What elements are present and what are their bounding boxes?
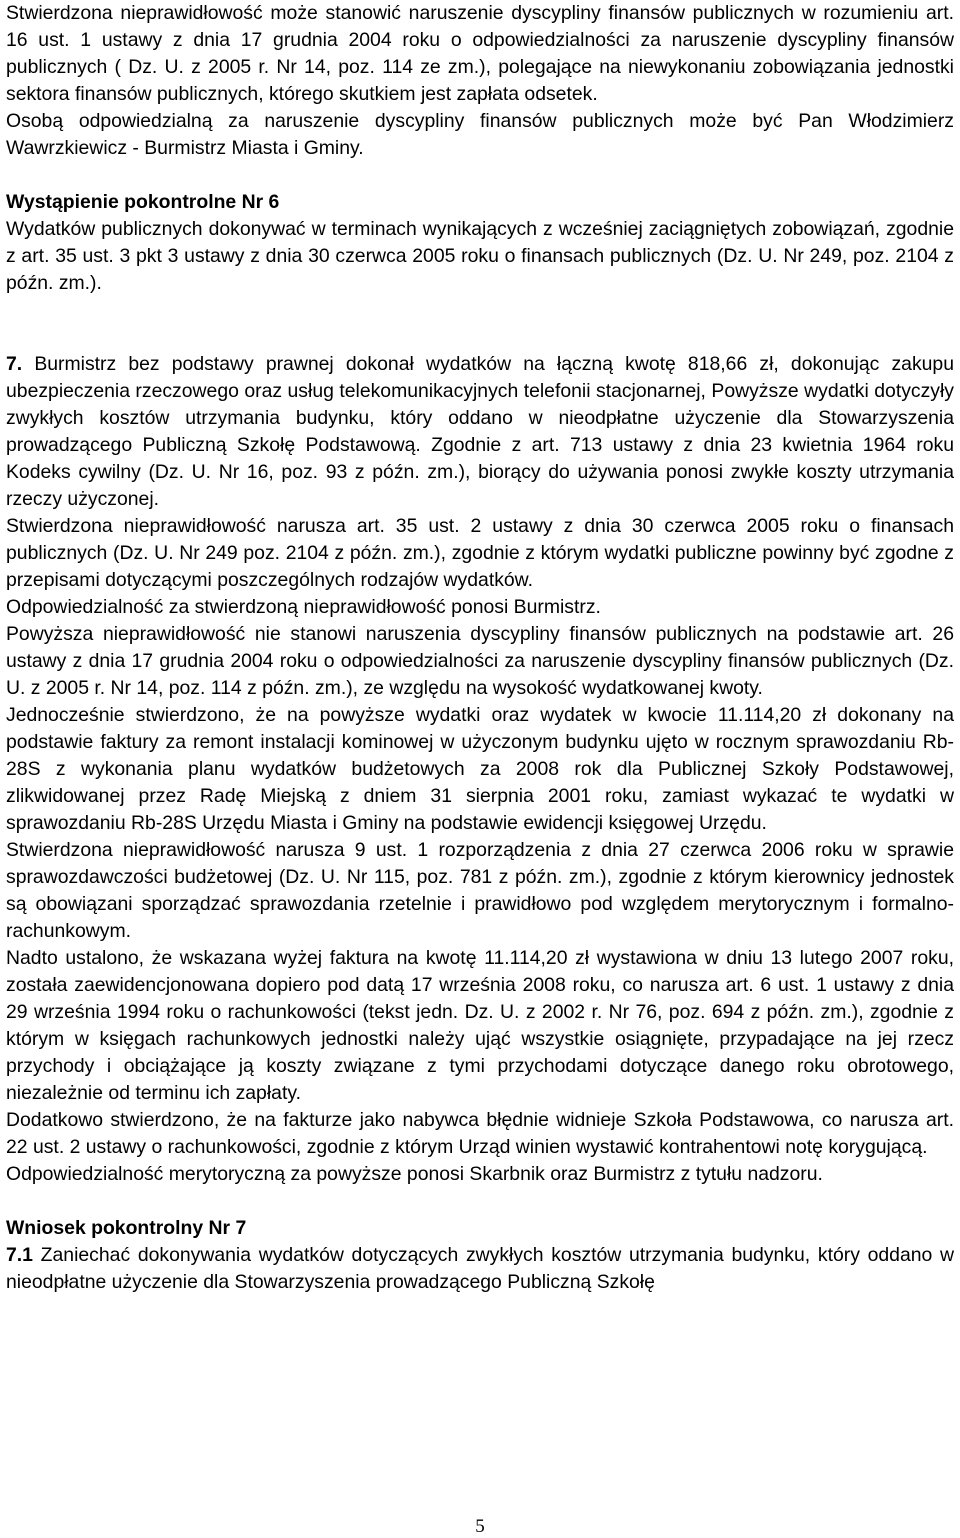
paragraph-dyscyplina-art16: Stwierdzona nieprawidłowość może stanowić naruszenie dyscypliny finansów publicznych w rozumieniu art. 16 ust. 1 ustawy z dnia 17 grudnia 2004 roku o odpowiedzialności za naruszenie dyscypliny finansów publicznych ( Dz. U. z 2005 r. Nr 14, poz. 114 ze zm.), polegające na niewykonaniu zobowiązania jednostki sektora finansów publicznych, którego skutkiem jest zapłata odsetek. bbox=[6, 2, 954, 105]
conclusion-7-number: 7.1 bbox=[6, 1244, 33, 1266]
section-6-text: Wydatków publicznych dokonywać w terminach wynikających z wcześniej zaciągniętych zobowiązań, zgodnie z art. 35 ust. 3 pkt 3 ustawy z dnia 30 czerwca 2005 roku o finansach publicznych (Dz. U. Nr 249, poz. 2104 z późn. zm.). bbox=[6, 218, 954, 294]
spacer bbox=[6, 297, 954, 324]
section-6-heading: Wystąpienie pokontrolne Nr 6 bbox=[6, 191, 280, 213]
section-7-paragraph: Odpowiedzialność za stwierdzoną nieprawidłowość ponosi Burmistrz. bbox=[6, 596, 601, 618]
section-7-paragraph: Odpowiedzialność merytoryczną za powyższe ponosi Skarbnik oraz Burmistrz z tytułu nadzoru. bbox=[6, 1163, 823, 1185]
spacer bbox=[6, 324, 954, 351]
paragraph-odpowiedzialny-burmistrz: Osobą odpowiedzialną za naruszenie dyscypliny finansów publicznych może być Pan Włodzimierz Wawrzkiewicz - Burmistrz Miasta i Gminy. bbox=[6, 110, 954, 159]
section-7-paragraph: Dodatkowo stwierdzono, że na fakturze jako nabywca błędnie widnieje Szkoła Podstawowa, co narusza art. 22 ust. 2 ustawy o rachunkowości, zgodnie z którym Urząd winien wystawić kontrahentowi notę korygującą. bbox=[6, 1109, 954, 1158]
section-7-paragraph: Stwierdzona nieprawidłowość narusza art. 35 ust. 2 ustawy z dnia 30 czerwca 2005 roku o finansach publicznych (Dz. U. Nr 249 poz. 2104 z późn. zm.), zgodnie z którym wydatki publiczne powinny być zgodne z przepisami dotyczącymi poszczególnych rodzajów wydatków. bbox=[6, 515, 954, 591]
section-7-first-paragraph bbox=[6, 351, 954, 513]
conclusion-7-heading: Wniosek pokontrolny Nr 7 bbox=[6, 1217, 247, 1239]
section-7-paragraph: Jednocześnie stwierdzono, że na powyższe wydatki oraz wydatek w kwocie 11.114,20 zł dokonany na podstawie faktury za remont instalacji kominowej w użyczonym budynku ujęto w rocznym sprawozdaniu Rb-28S z wykonania planu wydatków budżetowych za 2008 rok dla Publicznej Szkoły Podstawowej, zlikwidowanej przez Radę Miejską z dniem 31 sierpnia 2001 roku, zamiast wykazać te wydatki w sprawozdaniu Rb-28S Urzędu Miasta i Gminy na podstawie ewidencji księgowej Urzędu. bbox=[6, 704, 954, 834]
document-page bbox=[6, 0, 954, 1296]
page-number: 5 bbox=[475, 1516, 485, 1537]
section-7-first-text: Burmistrz bez podstawy prawnej dokonał wydatków na łączną kwotę 818,66 zł, dokonując zakupu ubezpieczenia rzeczowego oraz usług telekomunikacyjnych telefonii stacjonarnej, Powyższe wydatki dotyczyły zwykłych kosztów utrzymania budynku, który oddano w nieodpłatne użyczenie dla Stowarzyszenia prowadzącego Publiczną Szkołę Podstawową. Zgodnie z art. 713 ustawy z dnia 23 kwietnia 1964 roku Kodeks cywilny (Dz. U. Nr 16, poz. 93 z późn. zm.), biorący do używania ponosi zwykłe koszty utrzymania rzeczy użyczonej. bbox=[6, 353, 954, 510]
section-7-paragraph: Stwierdzona nieprawidłowość narusza 9 ust. 1 rozporządzenia z dnia 27 czerwca 2006 roku w sprawie sprawozdawczości budżetowej (Dz. U. Nr 115, poz. 781 z późn. zm.), zgodnie z którym kierownicy jednostek są obowiązani sporządzać sprawozdania rzetelnie i prawidłowo pod względem merytorycznym i formalno-rachunkowym. bbox=[6, 839, 954, 942]
section-7-number: 7. bbox=[6, 353, 23, 375]
section-7-paragraph: Powyższa nieprawidłowość nie stanowi naruszenia dyscypliny finansów publicznych na podstawie art. 26 ustawy z dnia 17 grudnia 2004 roku o odpowiedzialności za naruszenie dyscypliny finansów publicznych (Dz. U. z 2005 r. Nr 14, poz. 114 z późn. zm.), ze względu na wysokość wydatkowanej kwoty. bbox=[6, 623, 954, 699]
spacer bbox=[6, 1188, 954, 1215]
spacer bbox=[6, 162, 954, 189]
conclusion-7-body: Zaniechać dokonywania wydatków dotyczących zwykłych kosztów utrzymania budynku, który oddano w nieodpłatne użyczenie dla Stowarzyszenia prowadzącego Publiczną Szkołę bbox=[6, 1244, 954, 1293]
conclusion-7-text bbox=[6, 1242, 954, 1296]
section-7-paragraph: Nadto ustalono, że wskazana wyżej faktura na kwotę 11.114,20 zł wystawiona w dniu 13 lutego 2007 roku, została zaewidencjonowana dopiero pod datą 17 września 2008 roku, co narusza art. 6 ust. 1 ustawy z dnia 29 września 1994 roku o rachunkowości (tekst jedn. Dz. U. z 2002 r. Nr 76, poz. 694 z późn. zm.), zgodnie z którym w księgach rachunkowych jednostki należy ująć wszystkie osiągnięte, przypadające na jej rzecz przychody i obciążające ją koszty związane z tymi przychodami dotyczące danego roku obrotowego, niezależnie od terminu ich zapłaty. bbox=[6, 947, 954, 1104]
